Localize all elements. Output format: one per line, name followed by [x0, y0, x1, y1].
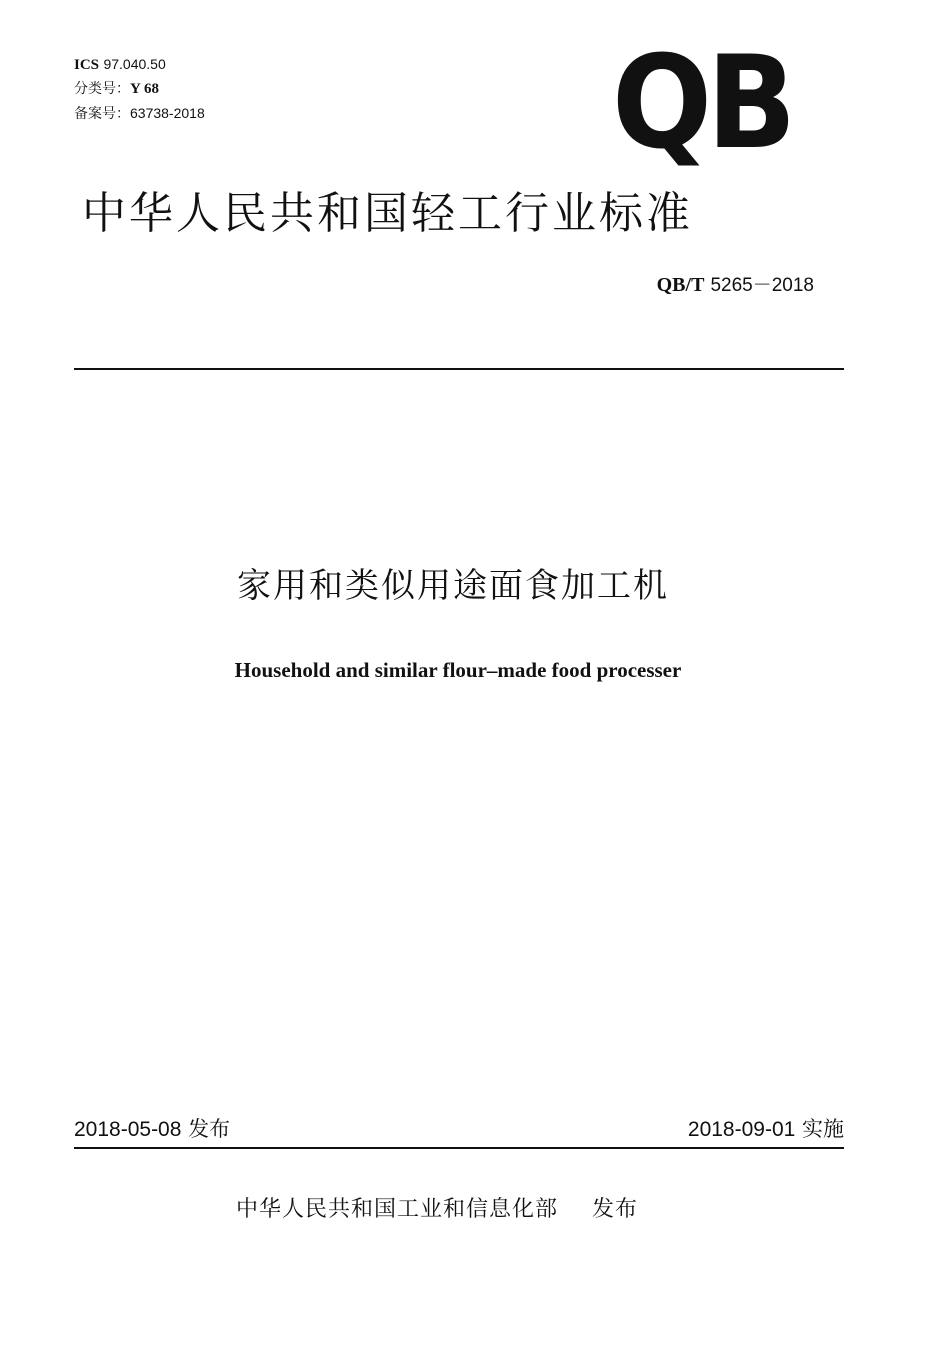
issuer-action: 发布 [592, 1197, 639, 1222]
org-title: 中华人民共和国轻工行业标准 [82, 188, 693, 239]
bottom-divider [74, 1147, 844, 1149]
implement-date-line [688, 1113, 844, 1143]
issuer-name: 中华人民共和国工业和信息化部 [236, 1197, 559, 1222]
issue-date-line [74, 1113, 230, 1143]
classification-meta [74, 52, 205, 126]
standard-prefix: QB/T [656, 274, 705, 296]
implement-date: 2018-09-01 [687, 1118, 796, 1141]
issue-date: 2018-05-08 [74, 1118, 182, 1141]
classification-label: 分类号： [74, 81, 130, 97]
filing-value: 63738-2018 [130, 105, 205, 121]
classification-value: Y 68 [130, 81, 160, 97]
issuer-line [236, 1192, 638, 1223]
standard-code: 5265－2018 [710, 275, 814, 296]
top-divider [74, 368, 844, 370]
filing-line [74, 101, 205, 126]
qb-logo: QB [612, 29, 791, 178]
ics-label: ICS [74, 57, 100, 73]
title-english: Household and similar flour–made food processer [234, 658, 682, 682]
ics-value: 97.040.50 [103, 56, 166, 72]
ics-line [74, 52, 205, 77]
issue-label: 发布 [188, 1117, 231, 1141]
implement-label: 实施 [802, 1117, 844, 1141]
title-chinese: 家用和类似用途面食加工机 [237, 566, 669, 606]
classification-line [74, 77, 205, 101]
filing-label: 备案号： [74, 106, 130, 122]
standard-number [657, 270, 814, 297]
